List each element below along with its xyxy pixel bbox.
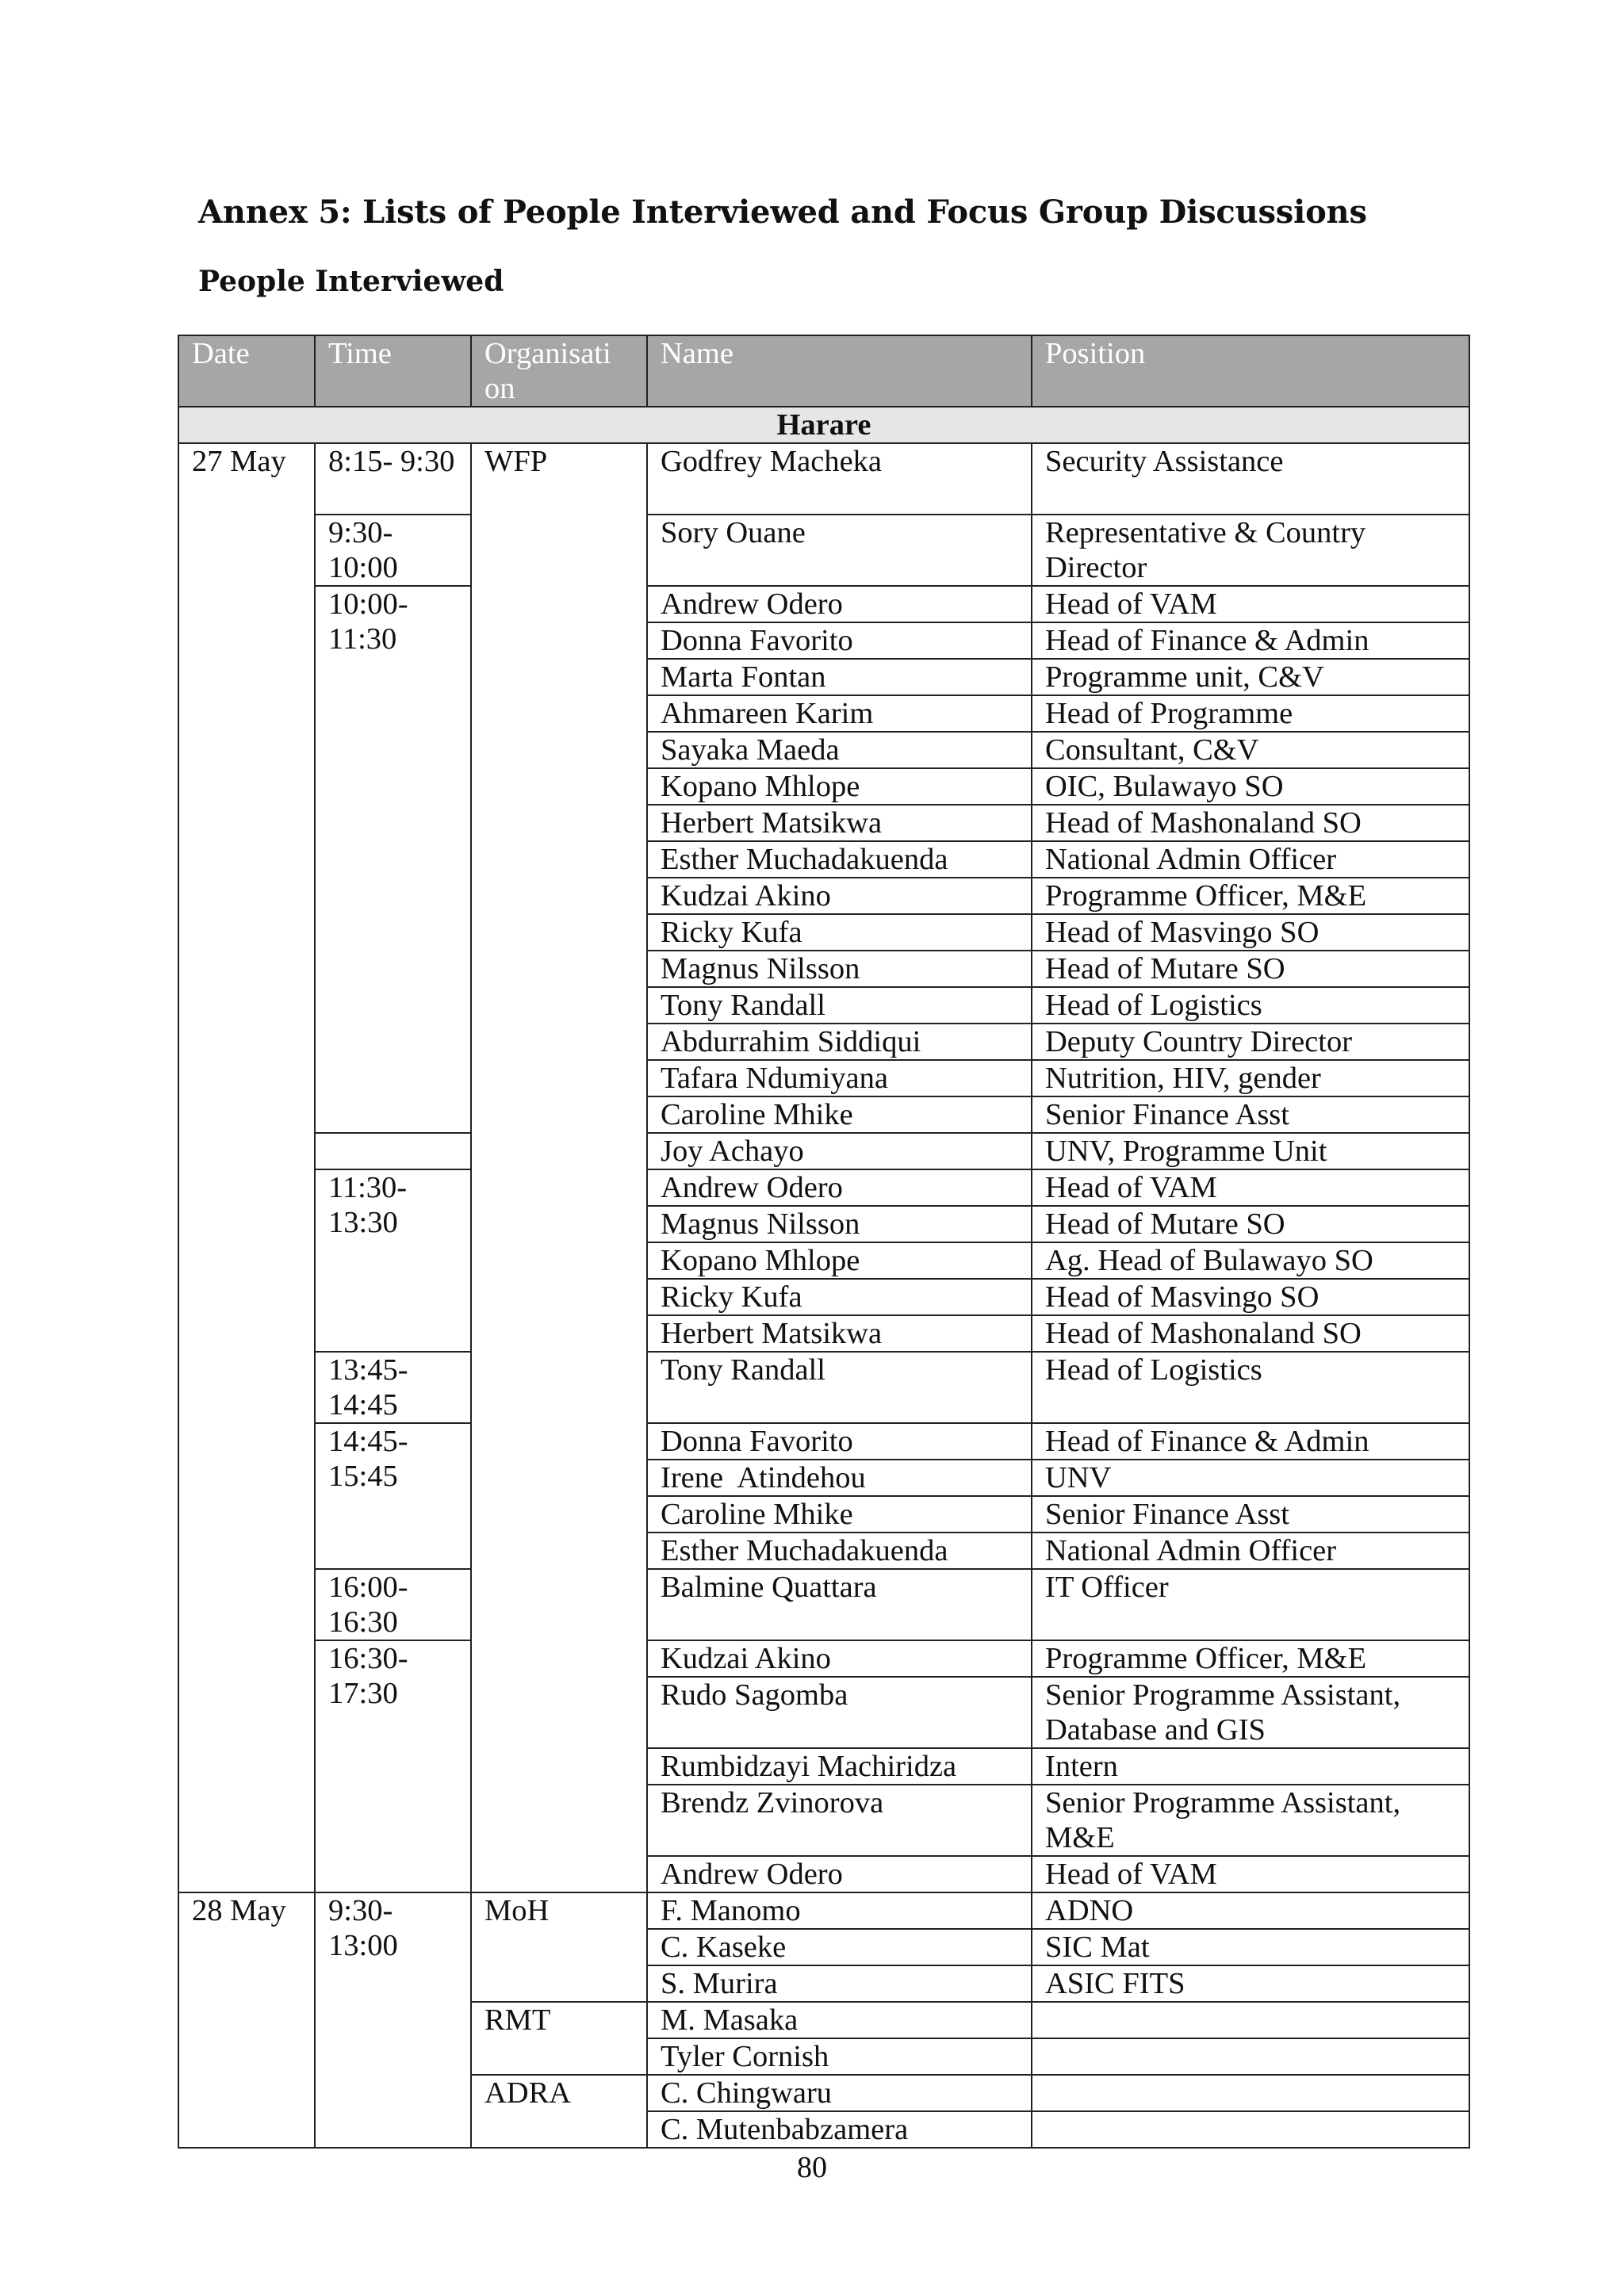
position-cell: OIC, Bulawayo SO (1032, 768, 1469, 805)
position-cell: Head of Masvingo SO (1032, 1279, 1469, 1315)
section-title: People Interviewed (198, 265, 504, 298)
position-cell: Senior Finance Asst (1032, 1096, 1469, 1133)
position-cell: Programme Officer, M&E (1032, 878, 1469, 914)
table-row (178, 1892, 1469, 1929)
position-cell: Programme unit, C&V (1032, 659, 1469, 695)
page-number: 80 (797, 2151, 827, 2184)
annex-title: Annex 5: Lists of People Interviewed and Focus Group Discussions (198, 193, 1367, 231)
position-cell: ASIC FITS (1032, 1965, 1469, 2002)
position-cell: Nutrition, HIV, gender (1032, 1060, 1469, 1096)
name-cell: Marta Fontan (647, 659, 1032, 695)
position-cell: Head of Programme (1032, 695, 1469, 732)
position-cell: Head of Masvingo SO (1032, 914, 1469, 951)
name-cell: Magnus Nilsson (647, 951, 1032, 987)
position-cell: Intern (1032, 1748, 1469, 1785)
position-cell: Head of Mashonaland SO (1032, 1315, 1469, 1352)
table-row (178, 443, 1469, 515)
position-cell: Head of Finance & Admin (1032, 622, 1469, 659)
position-cell: Head of Mutare SO (1032, 1206, 1469, 1242)
table-row (178, 586, 1469, 622)
name-cell: Ahmareen Karim (647, 695, 1032, 732)
position-cell: ADNO (1032, 1892, 1469, 1929)
name-cell: Herbert Matsikwa (647, 1315, 1032, 1352)
position-cell (1032, 2002, 1469, 2038)
column-header-time: Time (315, 335, 471, 407)
name-cell: C. Mutenbabzamera (647, 2111, 1032, 2148)
section-label-harare: Harare (178, 407, 1469, 443)
name-cell: Tyler Cornish (647, 2038, 1032, 2075)
name-cell: Esther Muchadakuenda (647, 841, 1032, 878)
name-cell: Ricky Kufa (647, 914, 1032, 951)
name-cell: Tony Randall (647, 987, 1032, 1024)
position-cell: UNV (1032, 1460, 1469, 1496)
column-header-name: Name (647, 335, 1032, 407)
name-cell: Sayaka Maeda (647, 732, 1032, 768)
name-cell: F. Manomo (647, 1892, 1032, 1929)
name-cell: Andrew Odero (647, 1169, 1032, 1206)
name-cell: Donna Favorito (647, 1423, 1032, 1460)
name-cell: Irene Atindehou (647, 1460, 1032, 1496)
name-cell: Ricky Kufa (647, 1279, 1032, 1315)
position-cell: Head of VAM (1032, 586, 1469, 622)
name-cell: Joy Achayo (647, 1133, 1032, 1169)
name-cell: Esther Muchadakuenda (647, 1533, 1032, 1569)
position-cell (1032, 2075, 1469, 2111)
position-cell: Head of Finance & Admin (1032, 1423, 1469, 1460)
position-cell: Head of VAM (1032, 1856, 1469, 1892)
position-cell: Deputy Country Director (1032, 1024, 1469, 1060)
position-cell: Head of Logistics (1032, 987, 1469, 1024)
name-cell: Abdurrahim Siddiqui (647, 1024, 1032, 1060)
date-cell: 28 May (178, 1892, 315, 2148)
position-cell (1032, 2038, 1469, 2075)
people-interviewed-table (178, 335, 1470, 2149)
table-row (178, 1352, 1469, 1423)
name-cell: Sory Ouane (647, 515, 1032, 586)
name-cell: C. Kaseke (647, 1929, 1032, 1965)
column-header-date: Date (178, 335, 315, 407)
section-row (178, 407, 1469, 443)
time-cell: 14:45- 15:45 (315, 1423, 471, 1569)
name-cell: Brendz Zvinorova (647, 1785, 1032, 1856)
position-cell: Senior Programme Assistant, M&E (1032, 1785, 1469, 1856)
position-cell: Head of Mutare SO (1032, 951, 1469, 987)
organisation-cell: WFP (471, 443, 647, 1892)
name-cell: Andrew Odero (647, 1856, 1032, 1892)
position-cell: National Admin Officer (1032, 841, 1469, 878)
position-cell: Senior Finance Asst (1032, 1496, 1469, 1533)
position-cell: National Admin Officer (1032, 1533, 1469, 1569)
name-cell: Tony Randall (647, 1352, 1032, 1423)
table-row (178, 1169, 1469, 1206)
name-cell: C. Chingwaru (647, 2075, 1032, 2111)
time-cell: 9:30- 13:00 (315, 1892, 471, 2148)
time-cell: 9:30- 10:00 (315, 515, 471, 586)
position-cell: Ag. Head of Bulawayo SO (1032, 1242, 1469, 1279)
organisation-cell: MoH (471, 1892, 647, 2002)
table-row (178, 1423, 1469, 1460)
time-cell: 13:45- 14:45 (315, 1352, 471, 1423)
date-cell: 27 May (178, 443, 315, 1892)
name-cell: Tafara Ndumiyana (647, 1060, 1032, 1096)
name-cell: Caroline Mhike (647, 1096, 1032, 1133)
time-cell: 16:00- 16:30 (315, 1569, 471, 1640)
table-row (178, 515, 1469, 586)
position-cell: Security Assistance (1032, 443, 1469, 515)
name-cell: Balmine Quattara (647, 1569, 1032, 1640)
name-cell: Kudzai Akino (647, 878, 1032, 914)
name-cell: Kopano Mhlope (647, 768, 1032, 805)
time-cell: 11:30- 13:30 (315, 1169, 471, 1352)
name-cell: Godfrey Macheka (647, 443, 1032, 515)
organisation-cell: RMT (471, 2002, 647, 2075)
name-cell: Andrew Odero (647, 586, 1032, 622)
name-cell: Magnus Nilsson (647, 1206, 1032, 1242)
time-cell: 10:00- 11:30 (315, 586, 471, 1133)
name-cell: Herbert Matsikwa (647, 805, 1032, 841)
position-cell (1032, 2111, 1469, 2148)
position-cell: Senior Programme Assistant, Database and GIS (1032, 1677, 1469, 1748)
name-cell: Donna Favorito (647, 622, 1032, 659)
time-cell: 16:30- 17:30 (315, 1640, 471, 1892)
position-cell: UNV, Programme Unit (1032, 1133, 1469, 1169)
name-cell: Rudo Sagomba (647, 1677, 1032, 1748)
column-header-organisation: Organisati on (471, 335, 647, 407)
position-cell: Head of Logistics (1032, 1352, 1469, 1423)
organisation-cell: ADRA (471, 2075, 647, 2148)
position-cell: Consultant, C&V (1032, 732, 1469, 768)
position-cell: Head of VAM (1032, 1169, 1469, 1206)
time-cell (315, 1133, 471, 1169)
position-cell: SIC Mat (1032, 1929, 1469, 1965)
name-cell: Rumbidzayi Machiridza (647, 1748, 1032, 1785)
position-cell: Head of Mashonaland SO (1032, 805, 1469, 841)
name-cell: Kopano Mhlope (647, 1242, 1032, 1279)
table-row (178, 1569, 1469, 1640)
name-cell: M. Masaka (647, 2002, 1032, 2038)
time-cell: 8:15- 9:30 (315, 443, 471, 515)
position-cell: Representative & Country Director (1032, 515, 1469, 586)
table-row (178, 1133, 1469, 1169)
name-cell: Kudzai Akino (647, 1640, 1032, 1677)
position-cell: Programme Officer, M&E (1032, 1640, 1469, 1677)
column-header-position: Position (1032, 335, 1469, 407)
table-row (178, 1640, 1469, 1677)
name-cell: Caroline Mhike (647, 1496, 1032, 1533)
table-header-row (178, 335, 1469, 407)
name-cell: S. Murira (647, 1965, 1032, 2002)
position-cell: IT Officer (1032, 1569, 1469, 1640)
